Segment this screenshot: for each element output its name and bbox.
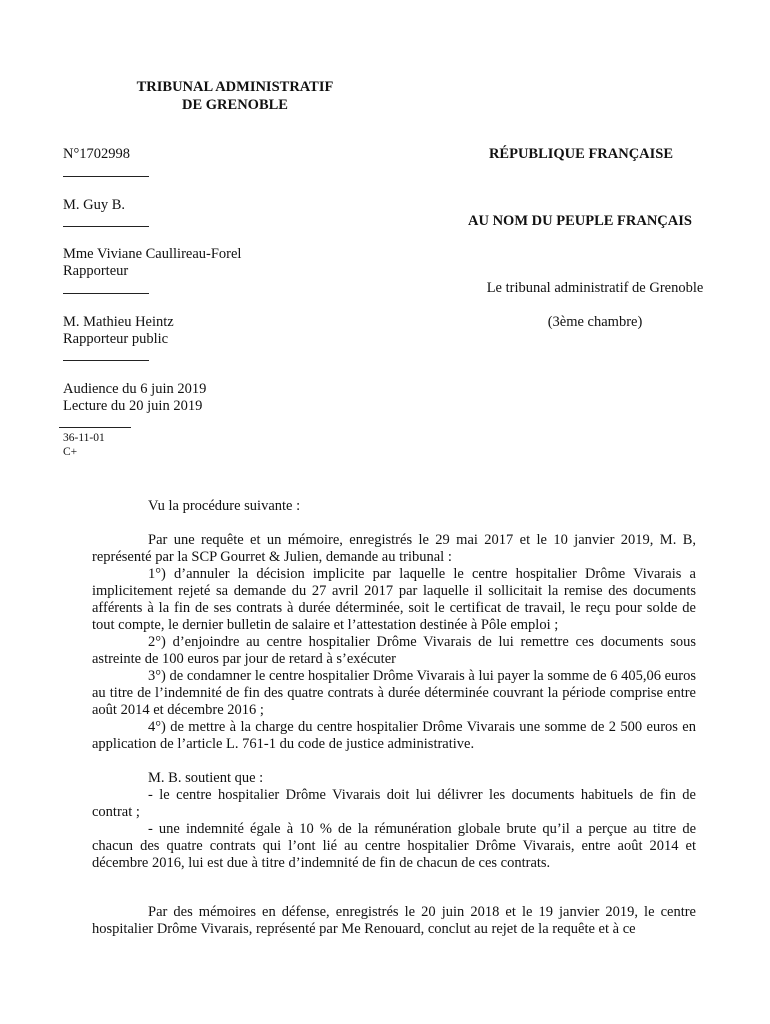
argument-1: - le centre hospitalier Drôme Vivarais doit lui délivrer les documents habituels de fin de contrat ; bbox=[92, 787, 696, 820]
plaintiff-name: M. Guy B. bbox=[63, 197, 126, 213]
court-name-line2: DE GRENOBLE bbox=[182, 97, 288, 113]
hearing-date: Audience du 6 juin 2019 bbox=[63, 381, 207, 397]
rapporteur-role: Rapporteur bbox=[63, 263, 129, 279]
claim-4: 4°) de mettre à la charge du centre hospitalier Drôme Vivarais une somme de 2 500 euros en application de l’article L. 761-1 du code de justice administrative. bbox=[92, 719, 696, 752]
reading-date: Lecture du 20 juin 2019 bbox=[63, 398, 203, 414]
claim-3: 3°) de condamner le centre hospitalier Drôme Vivarais à lui payer la somme de 6 405,06 euros au titre de l’indemnité de fin des quatre contrats à durée déterminée couvrant la période comprise entre août 2014 et décembre 2016 ; bbox=[92, 668, 696, 718]
classification-level: C+ bbox=[63, 446, 78, 458]
request-paragraph: Par une requête et un mémoire, enregistrés le 29 mai 2017 et le 10 janvier 2019, M. B, représenté par la SCP Gourret & Julien, demande au tribunal : bbox=[92, 532, 696, 565]
separator-rule bbox=[59, 427, 131, 428]
separator-rule bbox=[63, 226, 149, 227]
case-number: N°1702998 bbox=[63, 146, 131, 162]
separator-rule bbox=[63, 360, 149, 361]
claim-1: 1°) d’annuler la décision implicite par laquelle le centre hospitalier Drôme Vivarais a implicitement rejeté sa demande du 27 avril 2017 par laquelle il sollicitait la remise des documents afférents à la fin de ses contrats à durée déterminée, soit le certificat de travail, le reçu pour solde de tout compte, le dernier bulletin de salaire et l’attestation destinée à Pôle emploi ; bbox=[92, 566, 696, 633]
public-rapporteur-name: M. Mathieu Heintz bbox=[63, 314, 174, 330]
claim-2: 2°) d’enjoindre au centre hospitalier Drôme Vivarais de lui remettre ces documents sous astreinte de 100 euros par jour de retard à s’exécuter bbox=[92, 634, 696, 667]
argument-intro: M. B. soutient que : bbox=[148, 770, 264, 786]
republic-heading: RÉPUBLIQUE FRANÇAISE bbox=[488, 146, 674, 162]
separator-rule bbox=[63, 293, 149, 294]
document-body bbox=[92, 498, 696, 938]
procedure-heading: Vu la procédure suivante : bbox=[148, 498, 301, 514]
court-name-line1: TRIBUNAL ADMINISTRATIF bbox=[136, 79, 334, 95]
defense-paragraph: Par des mémoires en défense, enregistrés le 20 juin 2018 et le 19 janvier 2019, le centre hospitalier Drôme Vivarais, représenté par Me Renouard, conclut au rejet de la requête et à ce bbox=[92, 904, 696, 937]
classification-code: 36-11-01 bbox=[63, 432, 105, 444]
argument-2: - une indemnité égale à 10 % de la rémunération globale brute qu’il a perçue au titre de chacun des quatre contrats qui l’ont lié au centre hospitalier Drôme Vivarais, entre août 2014 et décembre 2016, lui est due à titre d’indemnité de fin de chacun de ces contrats. bbox=[92, 821, 696, 871]
separator-rule bbox=[63, 176, 149, 177]
rapporteur-name: Mme Viviane Caullireau-Forel bbox=[63, 246, 242, 262]
public-rapporteur-role: Rapporteur public bbox=[63, 331, 169, 347]
court-name bbox=[100, 78, 370, 114]
chamber-name: (3ème chambre) bbox=[547, 314, 643, 330]
tribunal-name: Le tribunal administratif de Grenoble bbox=[486, 280, 704, 296]
people-heading: AU NOM DU PEUPLE FRANÇAIS bbox=[468, 213, 692, 229]
